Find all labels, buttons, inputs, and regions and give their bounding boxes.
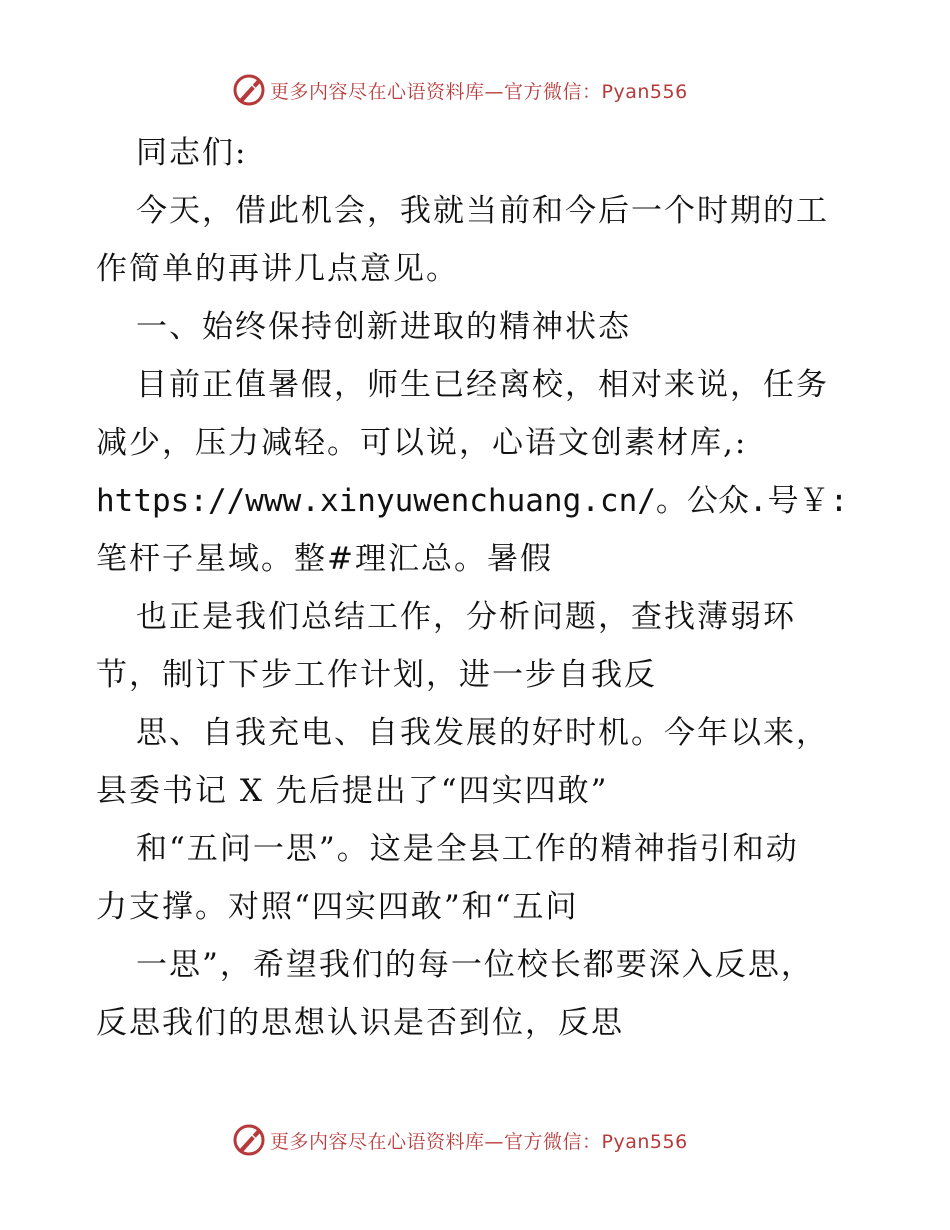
- text-line: 和“五问一思”。这是全县工作的精神指引和动: [136, 831, 799, 867]
- text-line: 作简单的再讲几点意见。: [96, 251, 459, 287]
- text-line: 笔杆子星域。整#理汇总。暑假: [96, 541, 553, 577]
- text-line: 力支撑。对照“四实四敢”和“五问: [96, 889, 579, 925]
- text-line: 同志们:: [136, 135, 248, 171]
- text-line: 县委书记 X 先后提出了“四实四敢”: [96, 773, 609, 809]
- text-line: 一思”，希望我们的每一位校长都要深入反思，: [136, 947, 814, 983]
- text-line: 减少，压力减轻。可以说，心语文创素材库,:: [96, 425, 748, 461]
- quill-logo-icon: [232, 73, 266, 107]
- text-line: 目前正值暑假，师生已经离校，相对来说，任务: [136, 367, 829, 403]
- url-line: https://www.xinyuwenchuang.cn/。公众.号￥:: [96, 483, 849, 519]
- text-line: 节，制订下步工作计划，进一步自我反: [96, 657, 657, 693]
- banner-text: 更多内容尽在心语资料库—官方微信：Pyan556: [270, 80, 688, 103]
- banner-text: 更多内容尽在心语资料库—官方微信：Pyan556: [270, 1130, 688, 1153]
- header-banner: [232, 70, 688, 110]
- footer-banner: [232, 1120, 688, 1160]
- text-line: 也正是我们总结工作，分析问题，查找薄弱环: [136, 599, 796, 635]
- text-line: 今天，借此机会，我就当前和今后一个时期的工: [136, 193, 829, 229]
- section-heading: 一、始终保持创新进取的精神状态: [136, 309, 631, 345]
- quill-logo-icon: [232, 1123, 266, 1157]
- text-line: 反思我们的思想认识是否到位，反思: [96, 1005, 624, 1041]
- text-line: 思、自我充电、自我发展的好时机。今年以来，: [136, 715, 829, 751]
- document-body: [96, 124, 886, 1052]
